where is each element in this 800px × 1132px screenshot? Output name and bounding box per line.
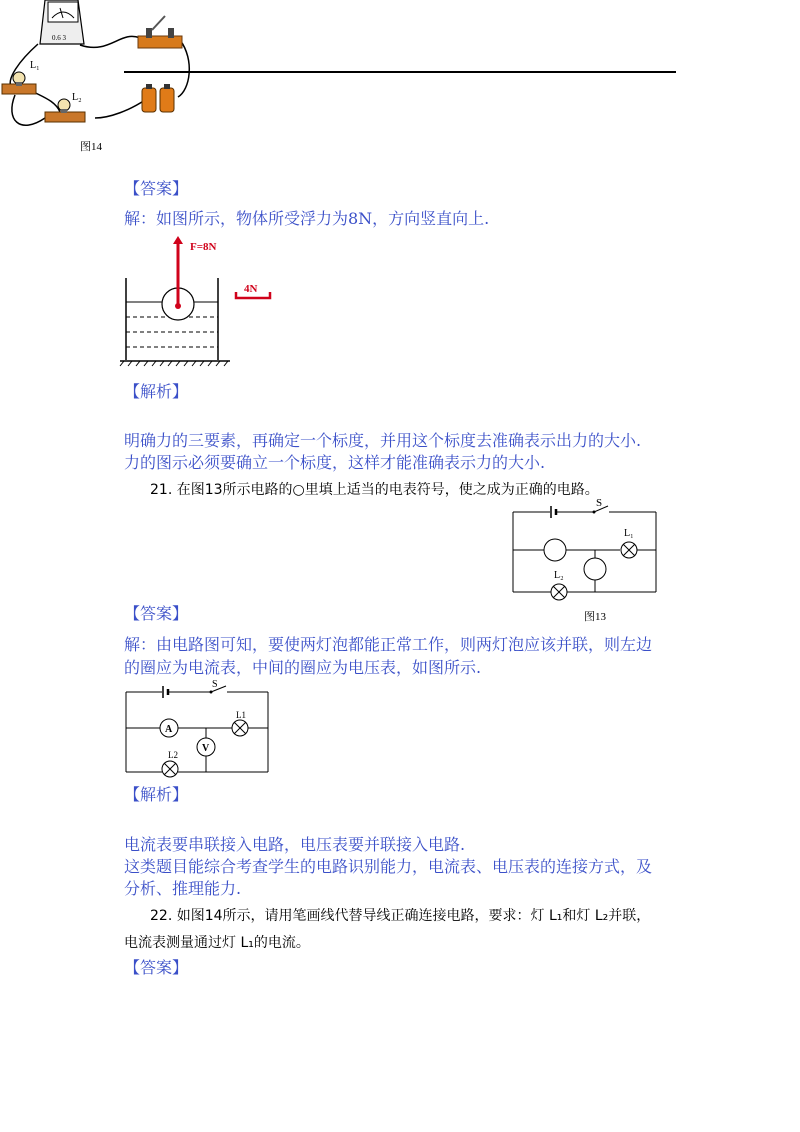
switch-label: S: [596, 497, 603, 509]
q20-answer-text: 解：如图所示，物体所受浮力为8N，方向竖直向上.: [124, 209, 490, 228]
q21-analysis-heading: 【解析】: [124, 785, 189, 804]
fig13-lamp1-label: L₁: [624, 528, 634, 539]
lamp2-label: L₂: [72, 92, 82, 103]
buoyancy-diagram: [118, 234, 278, 374]
q22-answer-heading: 【答案】: [124, 958, 189, 977]
q20-answer-heading: 【答案】: [124, 179, 189, 198]
q22-question-line-2: 电流表测量通过灯 L₁的电流。: [124, 935, 310, 951]
force-label: F=8N: [190, 241, 217, 253]
ammeter-device: [40, 0, 84, 44]
circuit-answer-figure: [120, 676, 275, 778]
q21-answer-heading: 【答案】: [124, 604, 189, 623]
figure13-caption: 图13: [584, 611, 606, 623]
q21-question: 21. 在图13所示电路的○里填上适当的电表符号，使之成为正确的电路。: [150, 482, 599, 498]
q20-analysis-line-2: 力的图示必须要确立一个标度，这样才能准确表示力的大小.: [124, 453, 546, 472]
lamp-l1-device: [2, 72, 36, 94]
ans-lamp2-label: L2: [168, 750, 178, 760]
meter-scale-label: 0.6 3: [52, 34, 66, 42]
circuit-figure13: [508, 492, 660, 604]
ans-lamp1-label: L1: [236, 710, 246, 720]
apparatus-figure: [0, 0, 200, 160]
ans-switch-label: S: [212, 679, 218, 690]
scale-label: 4N: [244, 283, 258, 295]
figure14-caption: 图14: [80, 141, 102, 153]
q21-answer-line-2: 的圈应为电流表，中间的圈应为电压表，如图所示.: [124, 658, 482, 677]
q20-analysis-heading: 【解析】: [124, 382, 189, 401]
lamp1-label: L₁: [30, 60, 40, 71]
q21-analysis-line-3: 分析、推理能力.: [124, 879, 242, 898]
fig13-lamp2-label: L₂: [554, 570, 564, 581]
q21-analysis-line-1: 电流表要串联接入电路，电压表要并联接入电路.: [124, 835, 466, 854]
q21-answer-line-1: 解：由电路图可知，要使两灯泡都能正常工作，则两灯泡应该并联，则左边: [124, 635, 653, 654]
ammeter-symbol: A: [165, 724, 173, 735]
q22-question-line-1: 22. 如图14所示，请用笔画线代替导线正确连接电路，要求：灯 L₁和灯 L₂并联，: [150, 908, 651, 924]
switch-device: [138, 16, 182, 48]
voltmeter-symbol: V: [202, 743, 210, 754]
q20-analysis-line-1: 明确力的三要素，再确定一个标度，并用这个标度去准确表示出力的大小.: [124, 431, 642, 450]
header-rule: [124, 71, 676, 73]
q21-analysis-line-2: 这类题目能综合考查学生的电路识别能力，电流表、电压表的连接方式，及: [124, 857, 653, 876]
battery-pack: [142, 84, 174, 112]
